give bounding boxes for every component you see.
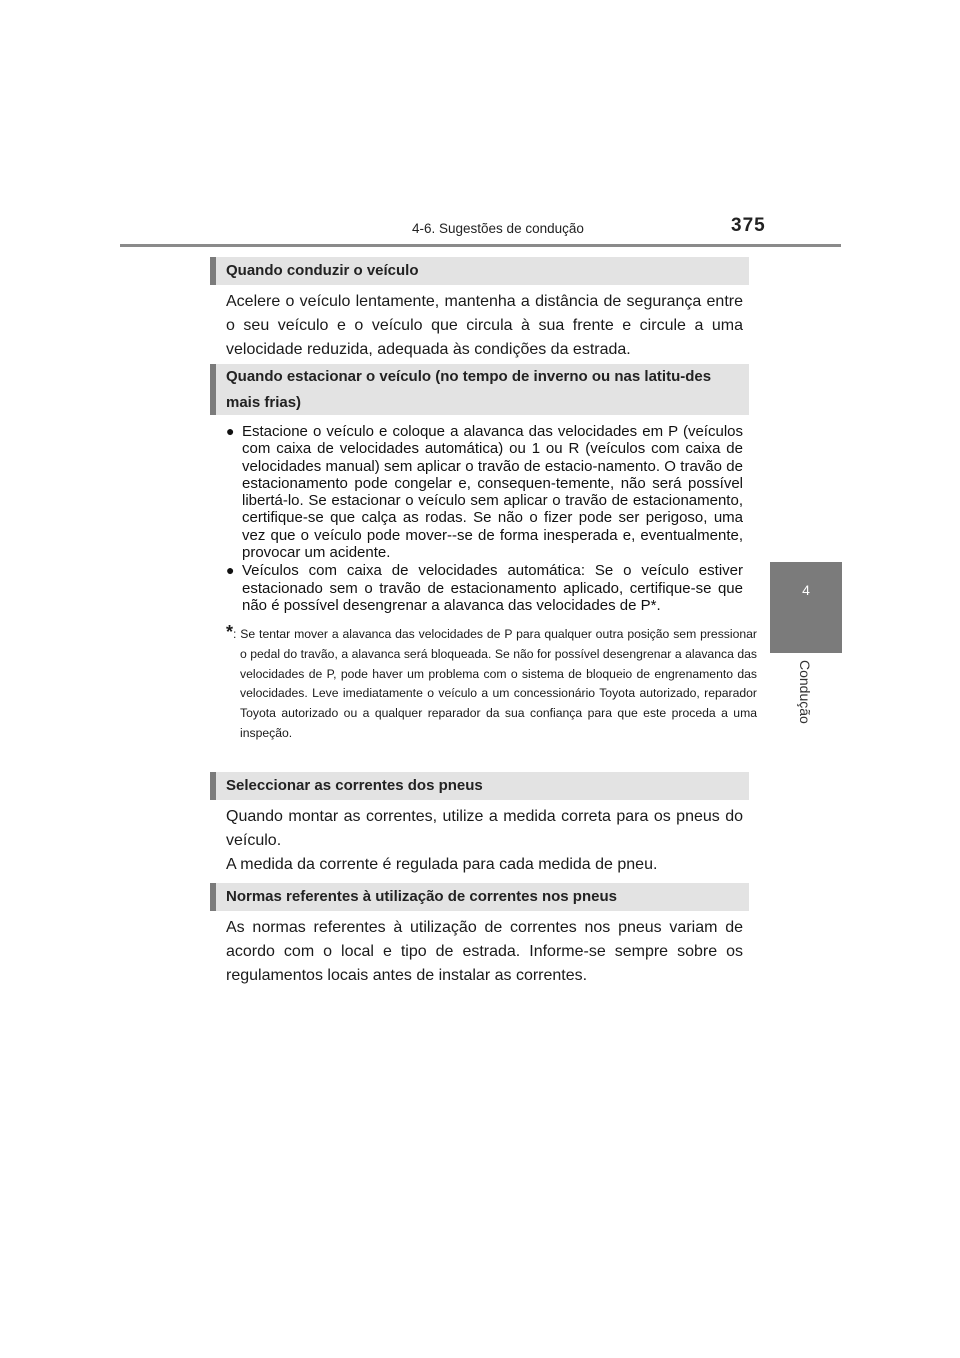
parking-bullet-list — [226, 423, 743, 615]
header-divider — [120, 244, 841, 247]
bullet-text: Veículos com caixa de velocidades automática: Se o veículo estiver estacionado sem o travão de estacionamento aplicado, certifique-se que não é possível desengrenar a alavanca das velocidades de P*. — [242, 562, 743, 614]
bullet-text: Estacione o veículo e coloque a alavanca das velocidades em P (veículos com caixa de velocidades automática) ou 1 ou R (veículos com caixa de velocidades manual) sem aplicar o travão de estacio-namento. O travão de estacionamento pode congelar e, consequen-temente, não será possível libertá-lo. Se estacionar o veículo sem aplicar o travão de estacionamento, certifique-se que calça as rodas. Se não o fizer pode ser perigoso, uma vez que o veículo pode mover--se de forma inesperada e, eventualmente, provocar um acidente. — [242, 423, 743, 562]
heading-regulations: Normas referentes à utilização de correntes nos pneus — [210, 883, 749, 911]
bullet-icon: ● — [226, 423, 235, 439]
chapter-tab[interactable] — [770, 562, 842, 653]
page-number: 375 — [731, 215, 766, 236]
footnote-marker: * — [226, 622, 234, 642]
footnote — [226, 623, 757, 744]
driving-text: Acelere o veículo lentamente, mantenha a distância de segurança entre o seu veículo e o veículo que circula à sua frente e circule a uma velocidade reduzida, adequada às condições da estrada. — [226, 293, 743, 358]
heading-driving: Quando conduzir o veículo — [210, 257, 749, 285]
chains-text-line2: A medida da corrente é regulada para cada medida de pneu. — [226, 856, 658, 873]
chains-text — [226, 805, 743, 877]
chapter-title: Condução — [797, 660, 813, 724]
chains-text-line1: Quando montar as correntes, utilize a medida correta para os pneus do veículo. — [226, 808, 743, 849]
chapter-number: 4 — [802, 582, 810, 598]
regulations-text: As normas referentes à utilização de correntes nos pneus variam de acordo com o local e tipo de estrada. Informe-se sempre sobre os regulamentos locais antes de instalar as correntes. — [226, 919, 743, 984]
heading-chains: Seleccionar as correntes dos pneus — [210, 772, 749, 800]
footnote-text: : Se tentar mover a alavanca das velocidades de P para qualquer outra posição sem pressionar o pedal do travão, a alavanca será bloqueada. Se não for possível desengrenar a alavanca das velocidades de P, pode haver um problema com o sistema de bloqueio de engrenamento das velocidades. Leve imediatamente o veículo a um concessionário Toyota autorizado, reparador Toyota autorizado ou a qualquer reparador da sua confiança para que este proceda a uma inspeção. — [233, 627, 757, 740]
heading-parking: Quando estacionar o veículo (no tempo de inverno ou nas latitu-des mais frias) — [210, 364, 749, 415]
list-item — [226, 562, 743, 614]
section-header: 4-6. Sugestões de condução — [412, 221, 584, 236]
bullet-icon: ● — [226, 562, 235, 579]
list-item — [226, 423, 743, 561]
